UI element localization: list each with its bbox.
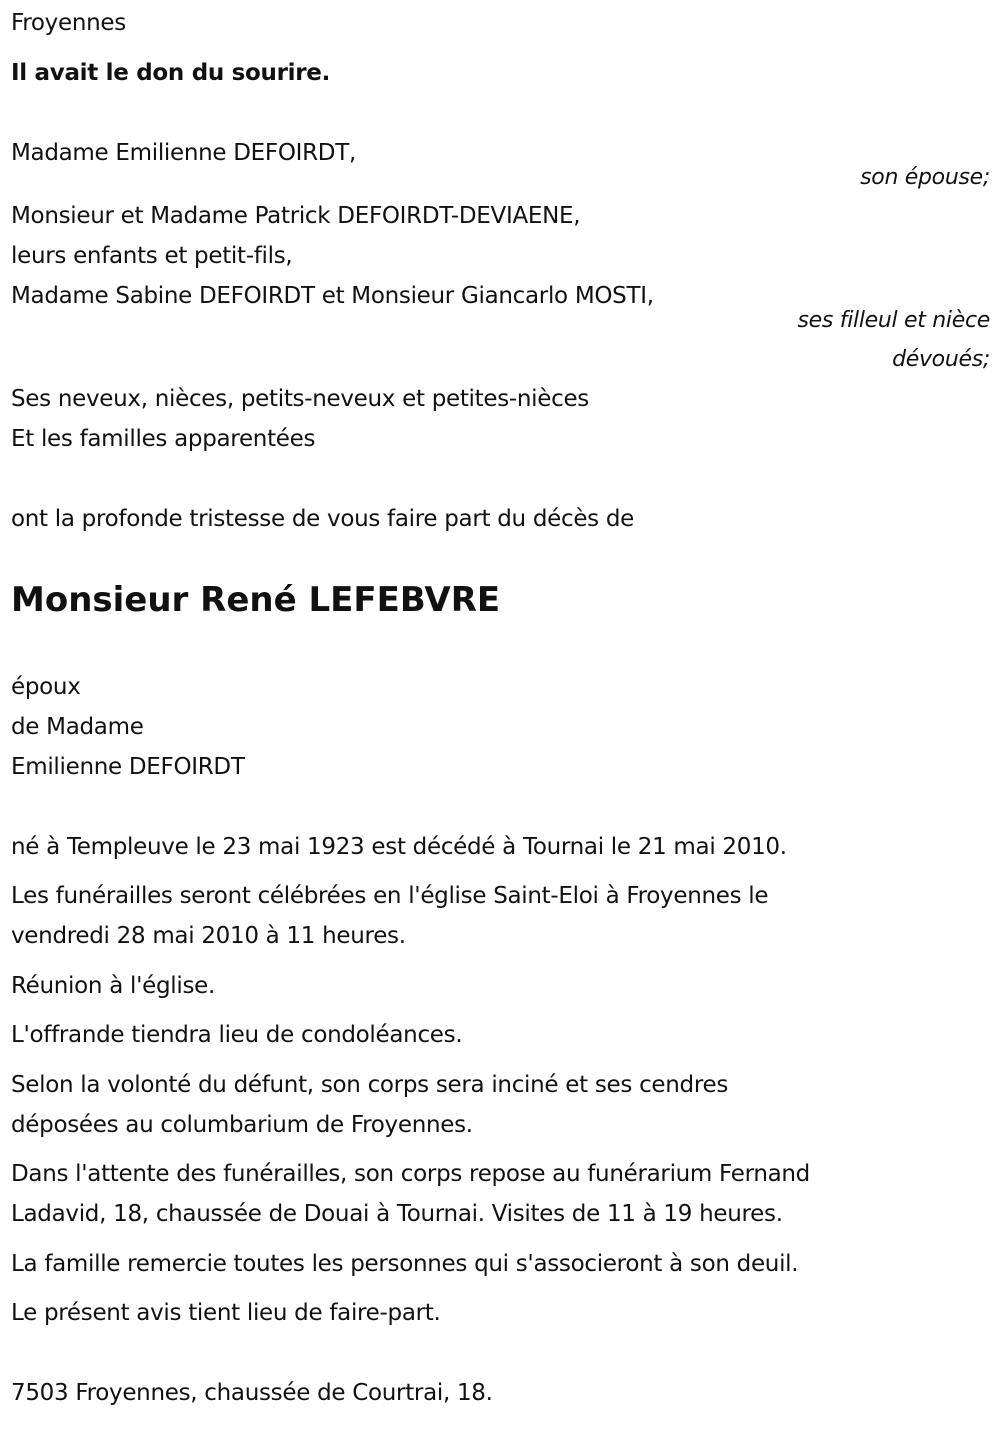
location: Froyennes bbox=[11, 10, 126, 36]
funeral-info: Les funérailles seront célébrées en l'église Saint-Eloi à Froyennes le bbox=[11, 883, 769, 909]
spouse-line: Emilienne DEFOIRDT bbox=[11, 754, 245, 780]
notice: Le présent avis tient lieu de faire-part. bbox=[11, 1300, 441, 1326]
family-line: Madame Emilienne DEFOIRDT, bbox=[11, 140, 356, 166]
family-line: Ses neveux, nièces, petits-neveux et petites-nièces bbox=[11, 386, 589, 412]
family-line: leurs enfants et petit-fils, bbox=[11, 243, 293, 269]
family-line: Madame Sabine DEFOIRDT et Monsieur Giancarlo MOSTI, bbox=[11, 283, 654, 309]
cremation-info: déposées au columbarium de Froyennes. bbox=[11, 1112, 473, 1138]
family-role: ses filleul et nièce bbox=[797, 308, 990, 333]
address: 7503 Froyennes, chaussée de Courtrai, 18. bbox=[11, 1380, 493, 1406]
family-line: Monsieur et Madame Patrick DEFOIRDT-DEVIAENE, bbox=[11, 203, 581, 229]
funerarium-info: Dans l'attente des funérailles, son corps repose au funérarium Fernand bbox=[11, 1161, 810, 1187]
family-role: dévoués; bbox=[892, 347, 990, 372]
thanks: La famille remercie toutes les personnes qui s'associeront à son deuil. bbox=[11, 1251, 799, 1277]
deceased-name: Monsieur René LEFEBVRE bbox=[11, 580, 501, 620]
motto: Il avait le don du sourire. bbox=[11, 60, 331, 86]
family-role: son épouse; bbox=[860, 165, 990, 190]
spouse-line: de Madame bbox=[11, 714, 144, 740]
funerarium-info: Ladavid, 18, chaussée de Douai à Tournai. Visites de 11 à 19 heures. bbox=[11, 1201, 783, 1227]
birth-death: né à Templeuve le 23 mai 1923 est décédé à Tournai le 21 mai 2010. bbox=[11, 834, 787, 860]
family-line: Et les familles apparentées bbox=[11, 426, 316, 452]
spouse-line: époux bbox=[11, 674, 81, 700]
cremation-info: Selon la volonté du défunt, son corps sera inciné et ses cendres bbox=[11, 1072, 729, 1098]
funeral-info: vendredi 28 mai 2010 à 11 heures. bbox=[11, 923, 406, 949]
reunion-info: Réunion à l'église. bbox=[11, 973, 215, 999]
offrande-info: L'offrande tiendra lieu de condoléances. bbox=[11, 1022, 463, 1048]
announcement: ont la profonde tristesse de vous faire part du décès de bbox=[11, 506, 635, 532]
